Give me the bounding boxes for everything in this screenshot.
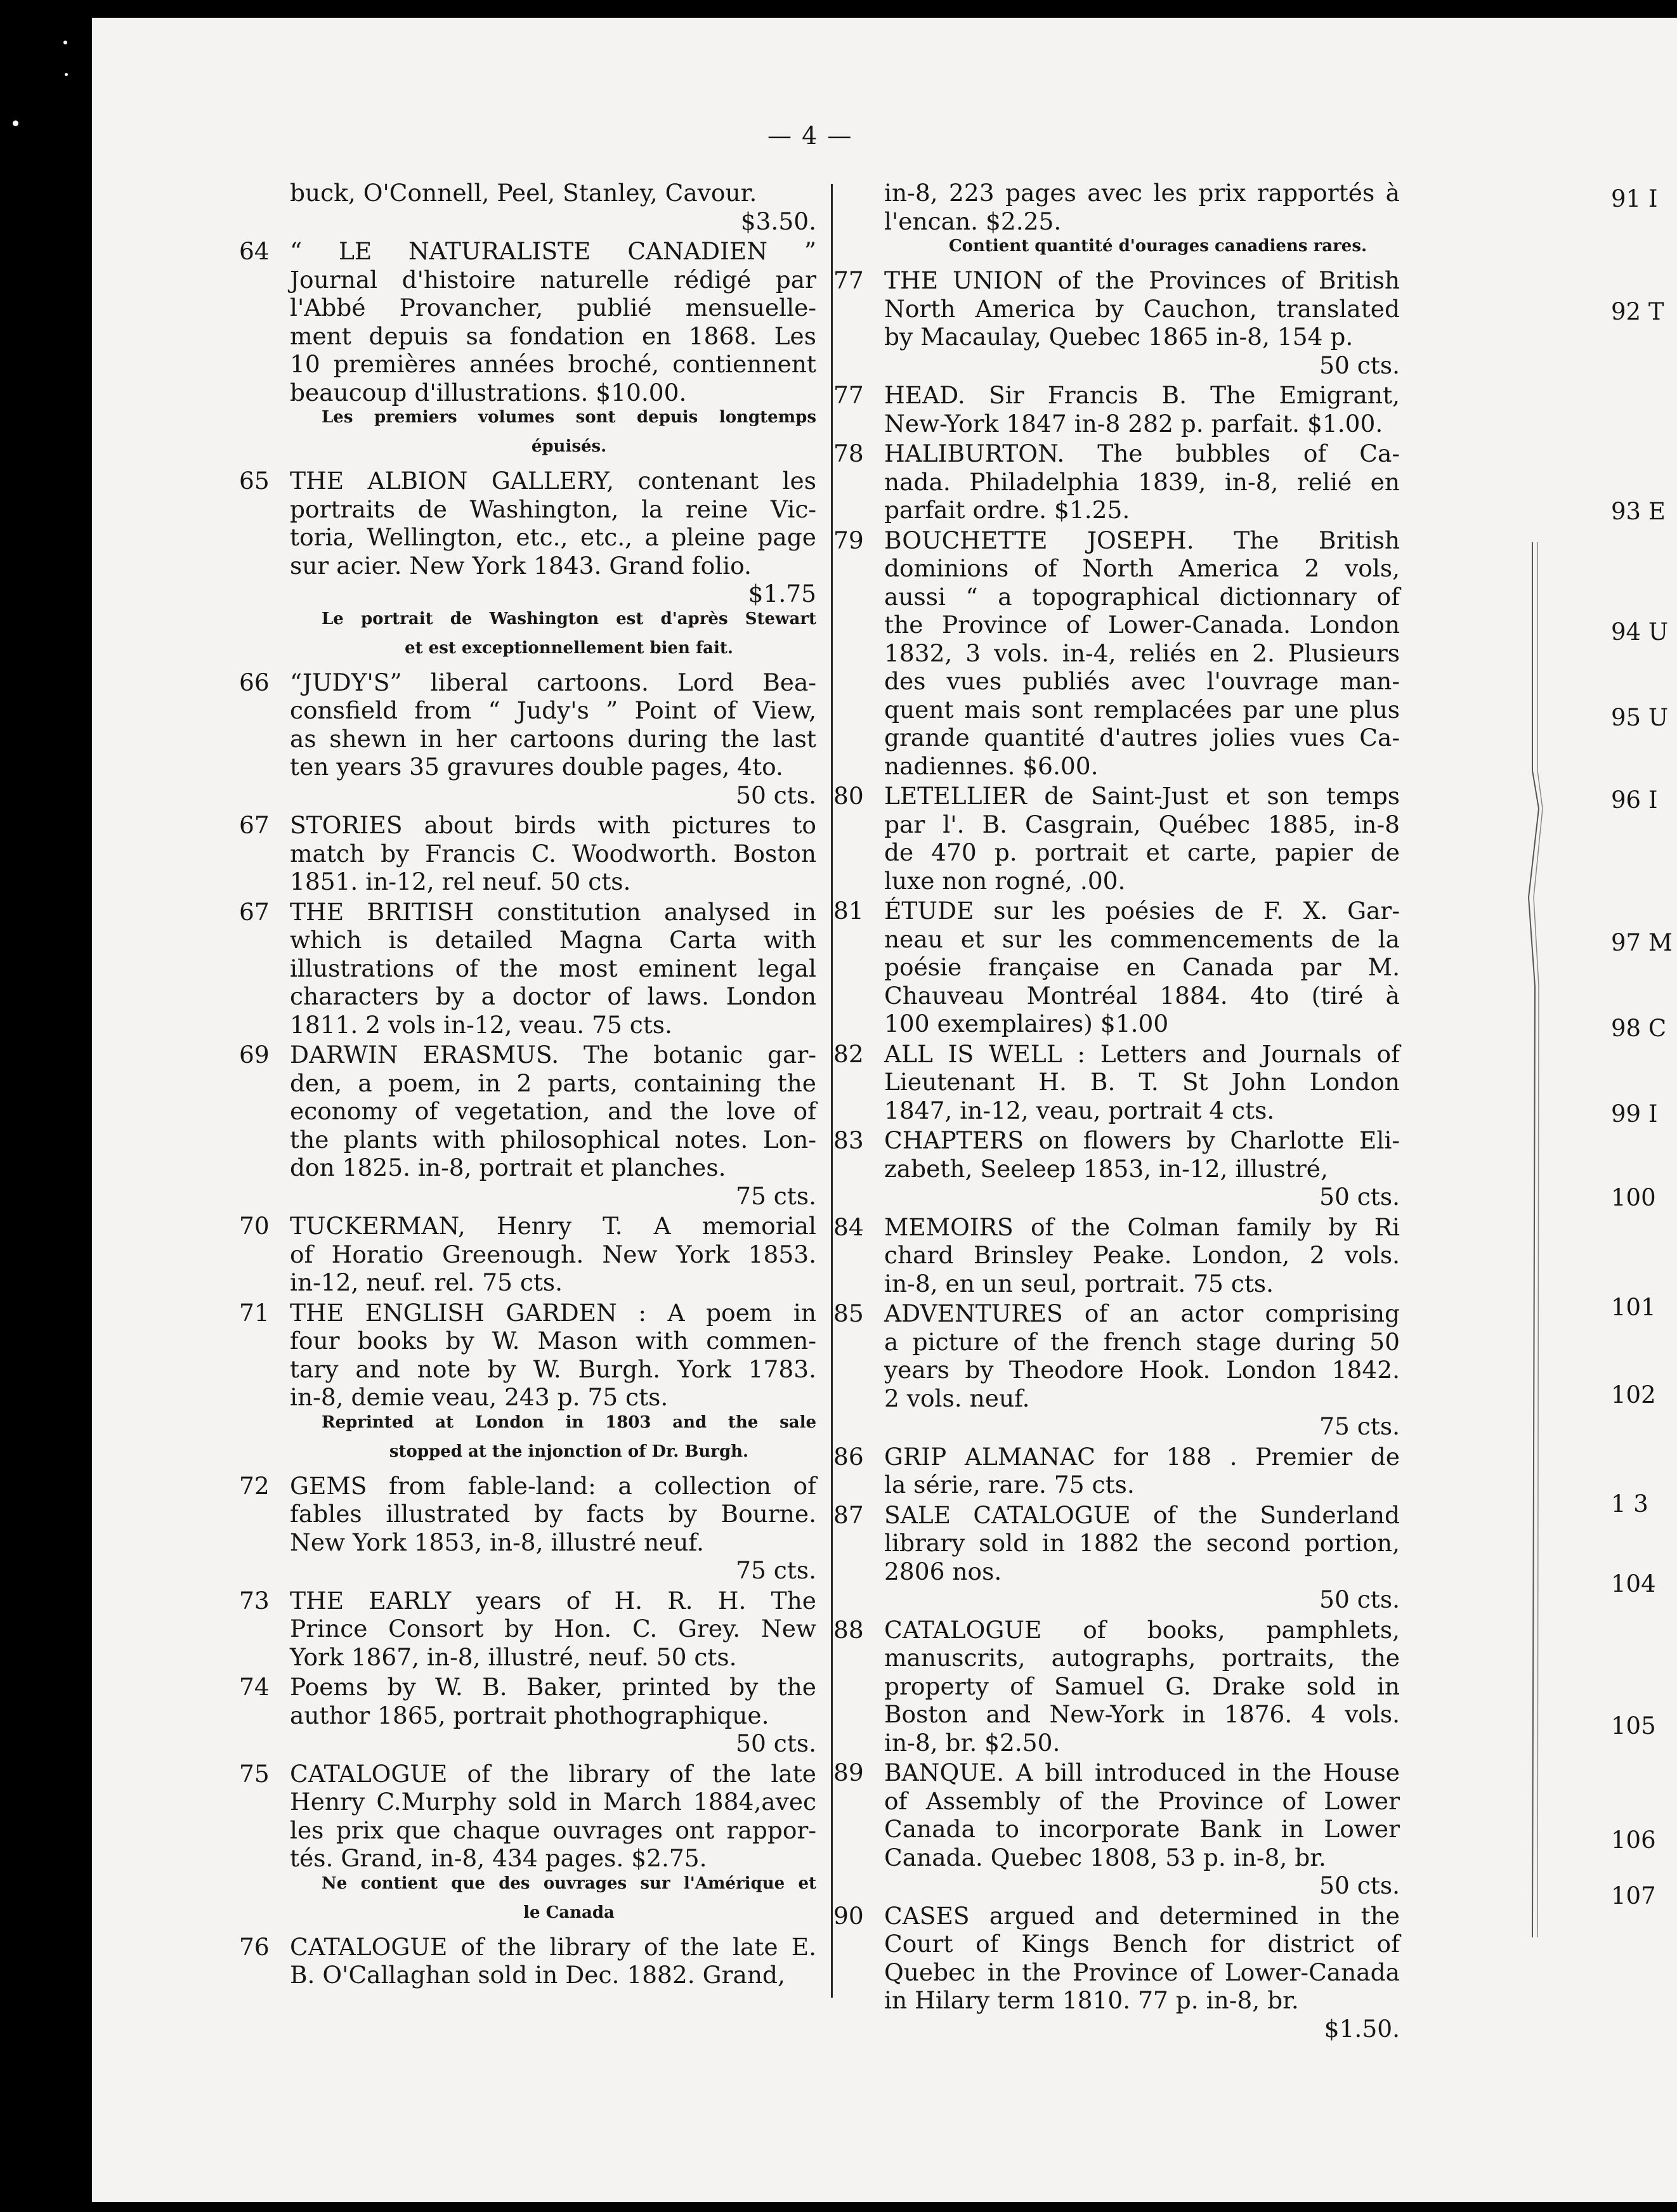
entry-number: 88 [833, 1615, 864, 1644]
catalogue-entry [833, 266, 1400, 379]
entry-text-line: beaucoup d'illustrations. $10.00. [290, 378, 687, 407]
entry-text-line: TUCKERMAN, Henry T. A memorial [290, 1212, 816, 1240]
catalogue-entry [833, 782, 1400, 895]
catalogue-entry [239, 1587, 816, 1672]
entry-text-line: Prince Consort by Hon. C. Grey. New [290, 1615, 816, 1643]
entry-price: $1.75 [748, 580, 816, 608]
entry-text-line: by Macaulay, Quebec 1865 in-8, 154 p. [884, 323, 1354, 351]
catalogue-entry [239, 237, 816, 465]
entry-text-line: New-York 1847 in-8 282 p. parfait. $1.00. [884, 409, 1383, 438]
entry-text-line: toria, Wellington, etc., etc., a pleine page [290, 523, 816, 551]
entry-text-line: of Assembly of the Province of Lower [884, 1786, 1400, 1815]
entry-note: Reprinted at London in 1803 and the sale [322, 1412, 816, 1432]
entry-text-line: luxe non rogné, .00. [884, 866, 1126, 895]
next-page-entry-number: 94 U [1611, 618, 1669, 646]
entry-text-line: ADVENTURES of an actor comprising [884, 1299, 1400, 1327]
entry-number: 83 [833, 1126, 864, 1154]
entry-number: 89 [833, 1759, 864, 1786]
next-page-entry-number: 98 C [1611, 1015, 1667, 1042]
catalogue-entry [239, 179, 816, 235]
entry-text-line: Henry C.Murphy sold in March 1884,avec [290, 1788, 816, 1816]
entry-text-line: North America by Cauchon, translated [884, 294, 1400, 323]
entry-number: 77 [833, 381, 864, 409]
entry-number: 81 [833, 897, 864, 925]
entry-text-line: ten years 35 gravures double pages, 4to. [290, 753, 783, 781]
entry-number: 67 [239, 897, 270, 926]
entry-text-line: THE UNION of the Provinces of British [884, 266, 1400, 294]
entry-number: 87 [833, 1500, 864, 1529]
scan-speck [13, 120, 18, 126]
entry-note: épuisés. [531, 437, 607, 456]
entry-text-line: DARWIN ERASMUS. The botanic gar- [290, 1041, 816, 1069]
entry-note: Le portrait de Washington est d'après Stewart [322, 609, 816, 628]
entry-number: 79 [833, 526, 864, 554]
entry-text-line: aussi “ a topographical dictionnary of [884, 582, 1400, 611]
entry-number: 86 [833, 1442, 864, 1471]
entry-price: $1.50. [1324, 2014, 1400, 2043]
entry-text-line: THE ALBION GALLERY, contenant les [290, 467, 816, 495]
entry-text-line: “ LE NATURALISTE CANADIEN ” [290, 237, 816, 265]
entry-text-line: par l'. B. Casgrain, Québec 1885, in-8 [884, 810, 1400, 838]
entry-text-line: fables illustrated by facts by Bourne. [290, 1500, 816, 1528]
entry-text-line: LETELLIER de Saint-Just et son temps [884, 782, 1400, 810]
entry-text-line: CHAPTERS on flowers by Charlotte Eli- [884, 1126, 1400, 1154]
next-page-entry-number: 105 [1611, 1712, 1656, 1740]
catalogue-entry [833, 1759, 1400, 1900]
entry-text-line: Court of Kings Bench for district of [884, 1930, 1400, 1958]
entry-text-line: a picture of the french stage during 50 [884, 1327, 1400, 1356]
entry-text-line: “JUDY'S” liberal cartoons. Lord Bea- [290, 668, 816, 696]
catalogue-entry [833, 439, 1400, 524]
entry-text-line: Canada. Quebec 1808, 53 p. in-8, br. [884, 1843, 1326, 1871]
entry-text-line: Canada to incorporate Bank in Lower [884, 1815, 1400, 1843]
next-page-entry-number: 101 [1611, 1294, 1656, 1321]
entry-text-line: Lieutenant H. B. T. St John London [884, 1068, 1400, 1096]
entry-text-line: in-12, neuf. rel. 75 cts. [290, 1268, 563, 1296]
entry-text-line: in-8, 223 pages avec les prix rapportés à [884, 179, 1400, 207]
entry-text-line: neau et sur les commencements de la [884, 925, 1400, 953]
entry-note: le Canada [523, 1903, 615, 1922]
entry-text-line: 1851. in-12, rel neuf. 50 cts. [290, 868, 631, 895]
entry-text-line: B. O'Callaghan sold in Dec. 1882. Grand, [290, 1961, 785, 1989]
entry-text-line: THE EARLY years of H. R. H. The [290, 1586, 816, 1615]
next-page-entry-number: 91 I [1611, 185, 1658, 212]
catalogue-entry [833, 179, 1400, 264]
entry-text-line: as shewn in her cartoons during the last [290, 724, 816, 753]
entry-text-line: sur acier. New York 1843. Grand folio. [290, 551, 752, 580]
entry-text-line: in-8, demie veau, 243 p. 75 cts. [290, 1383, 669, 1411]
entry-text-line: 2 vols. neuf. [884, 1384, 1030, 1412]
entry-text-line: 2806 nos. [884, 1557, 1002, 1585]
entry-note: et est exceptionnellement bien fait. [405, 638, 733, 658]
entry-price: 75 cts. [736, 1181, 816, 1210]
entry-text-line: manuscrits, autographs, portraits, the [884, 1644, 1400, 1672]
entry-price: 75 cts. [1319, 1412, 1400, 1440]
entry-text-line: HEAD. Sir Francis B. The Emigrant, [884, 381, 1400, 409]
entry-text-line: library sold in 1882 the second portion, [884, 1529, 1400, 1557]
entry-price: $3.50. [740, 207, 816, 235]
catalogue-entry [833, 1902, 1400, 2043]
entry-number: 73 [239, 1586, 270, 1615]
entry-number: 90 [833, 1901, 864, 1930]
entry-text-line: chard Brinsley Peake. London, 2 vols. [884, 1241, 1400, 1269]
catalogue-entry [239, 1299, 816, 1470]
next-page-entry-number: 95 U [1611, 704, 1669, 731]
catalogue-entry [833, 381, 1400, 438]
page-number: — 4 — [767, 122, 853, 150]
entry-text-line: de 470 p. portrait et carte, papier de [884, 838, 1400, 866]
entry-price: 50 cts. [736, 1729, 816, 1757]
entry-number: 84 [833, 1213, 864, 1241]
entry-text-line: les prix que chaque ouvrages ont rappor- [290, 1816, 816, 1844]
catalogue-entry [833, 897, 1400, 1038]
entry-text-line: quent mais sont remplacées par une plus [884, 695, 1400, 724]
catalogue-entry [239, 1673, 816, 1758]
entry-text-line: Quebec in the Province of Lower-Canada [884, 1958, 1400, 1986]
entry-number: 75 [239, 1759, 270, 1788]
catalogue-entry [239, 1472, 816, 1585]
entry-text-line: four books by W. Mason with commen- [290, 1327, 816, 1355]
entry-text-line: in Hilary term 1810. 77 p. in-8, br. [884, 1986, 1299, 2014]
entry-price: 50 cts. [1319, 351, 1400, 379]
catalogue-entry [239, 1041, 816, 1210]
next-page-entry-number: 102 [1611, 1381, 1656, 1409]
entry-number: 66 [239, 668, 270, 696]
entry-number: 82 [833, 1039, 864, 1068]
entry-price: 75 cts. [736, 1556, 816, 1584]
entry-number: 76 [239, 1932, 270, 1961]
next-page-entry-number: 107 [1611, 1882, 1656, 1909]
entry-text-line: Poems by W. B. Baker, printed by the [290, 1673, 816, 1701]
entry-text-line: New York 1853, in-8, illustré neuf. [290, 1528, 704, 1556]
entry-text-line: la série, rare. 75 cts. [884, 1471, 1135, 1499]
entry-text-line: consfield from “ Judy's ” Point of View, [290, 696, 816, 724]
entry-number: 74 [239, 1673, 270, 1701]
entry-text-line: zabeth, Seeleep 1853, in-12, illustré, [884, 1154, 1328, 1183]
entry-text-line: which is detailed Magna Carta with [290, 926, 816, 954]
entry-text-line: don 1825. in-8, portrait et planches. [290, 1154, 726, 1181]
catalogue-entry [239, 668, 816, 810]
column-rule [831, 184, 833, 1998]
entry-note: Contient quantité d'ourages canadiens rares. [948, 237, 1367, 256]
entry-text-line: characters by a doctor of laws. London [290, 982, 816, 1010]
entry-text-line: parfait ordre. $1.25. [884, 496, 1130, 524]
entry-note: Les premiers volumes sont depuis longtemps [322, 408, 816, 427]
entry-text-line: THE BRITISH constitution analysed in [290, 897, 816, 926]
entry-text-line: l'Abbé Provancher, publié mensuelle- [290, 294, 816, 322]
entry-number: 65 [239, 467, 270, 495]
catalogue-entry [833, 1040, 1400, 1125]
left-column [239, 179, 816, 1991]
entry-text-line: CATALOGUE of the library of the late E. [290, 1932, 816, 1961]
catalogue-entry [239, 1760, 816, 1931]
entry-text-line: CASES argued and determined in the [884, 1901, 1400, 1930]
entry-number: 70 [239, 1212, 270, 1240]
entry-text-line: Chauveau Montréal 1884. 4to (tiré à [884, 981, 1400, 1010]
entry-text-line: nada. Philadelphia 1839, in-8, relié en [884, 467, 1400, 496]
next-page-entry-number: 96 I [1611, 786, 1658, 814]
entry-text-line: Boston and New-York in 1876. 4 vols. [884, 1700, 1400, 1728]
entry-text-line: portraits de Washington, la reine Vic- [290, 495, 816, 523]
catalogue-entry [239, 898, 816, 1039]
entry-note: Ne contient que des ouvrages sur l'Amérique et [322, 1873, 816, 1893]
entry-text-line: STORIES about birds with pictures to [290, 811, 816, 839]
entry-text-line: ALL IS WELL : Letters and Journals of [884, 1039, 1400, 1068]
entry-text-line: BANQUE. A bill introduced in the House [884, 1759, 1400, 1786]
next-page-entry-number: 97 M [1611, 929, 1673, 956]
entry-text-line: match by Francis C. Woodworth. Boston [290, 839, 816, 868]
catalogue-entry [833, 1443, 1400, 1499]
catalogue-entry [833, 526, 1400, 781]
entry-text-line: economy of vegetation, and the love of [290, 1097, 816, 1125]
catalogue-entry [833, 1501, 1400, 1614]
entry-number: 85 [833, 1299, 864, 1327]
entry-text-line: years by Theodore Hook. London 1842. [884, 1356, 1400, 1384]
entry-number: 72 [239, 1471, 270, 1500]
entry-text-line: 1811. 2 vols in-12, veau. 75 cts. [290, 1010, 672, 1039]
entry-number: 69 [239, 1041, 270, 1069]
entry-number: 78 [833, 439, 864, 467]
entry-text-line: in-8, en un seul, portrait. 75 cts. [884, 1269, 1274, 1298]
entry-text-line: GEMS from fable-land: a collection of [290, 1471, 816, 1500]
entry-text-line: ment depuis sa fondation en 1868. Les [290, 322, 816, 350]
next-page-entry-number: 99 I [1611, 1100, 1658, 1128]
entry-text-line: tary and note by W. Burgh. York 1783. [290, 1355, 816, 1383]
entry-text-line: the Province of Lower-Canada. London [884, 611, 1400, 639]
right-column [833, 179, 1400, 2045]
scan-speck [65, 73, 68, 76]
entry-text-line: tés. Grand, in-8, 434 pages. $2.75. [290, 1844, 707, 1872]
entry-text-line: 1832, 3 vols. in-4, reliés en 2. Plusieurs [884, 639, 1400, 667]
entry-number: 71 [239, 1298, 270, 1327]
entry-text-line: CATALOGUE of books, pamphlets, [884, 1615, 1400, 1644]
next-page-entry-number: 93 E [1611, 498, 1666, 525]
entry-number: 67 [239, 811, 270, 839]
next-page-entry-number: 92 T [1611, 298, 1664, 325]
entry-text-line: HALIBURTON. The bubbles of Ca- [884, 439, 1400, 467]
entry-text-line: CATALOGUE of the library of the late [290, 1759, 816, 1788]
entry-text-line: the plants with philosophical notes. Lon- [290, 1125, 816, 1154]
entry-text-line: dominions of North America 2 vols, [884, 554, 1400, 582]
entry-text-line: THE ENGLISH GARDEN : A poem in [290, 1298, 816, 1327]
entry-price: 50 cts. [736, 781, 816, 809]
entry-text-line: 10 premières années broché, contiennent [290, 350, 816, 378]
next-page-entry-number: 100 [1611, 1184, 1656, 1211]
entry-text-line: ÉTUDE sur les poésies de F. X. Gar- [884, 897, 1400, 925]
page-fold-mark [1520, 542, 1545, 1937]
entry-text-line: 1847, in-12, veau, portrait 4 cts. [884, 1096, 1275, 1124]
entry-text-line: MEMOIRS of the Colman family by Ri [884, 1213, 1400, 1241]
entry-text-line: illustrations of the most eminent legal [290, 954, 816, 982]
entry-price: 50 cts. [1319, 1585, 1400, 1613]
catalogue-entry [239, 1212, 816, 1297]
catalogue-entry [833, 1616, 1400, 1757]
next-page-entry-number: 1 3 [1611, 1490, 1648, 1518]
entry-note: stopped at the injonction of Dr. Burgh. [389, 1441, 749, 1461]
next-page-entry-number: 106 [1611, 1826, 1656, 1854]
entry-text-line: den, a poem, in 2 parts, containing the [290, 1069, 816, 1097]
entry-number: 77 [833, 266, 864, 294]
entry-text-line: of Horatio Greenough. New York 1853. [290, 1240, 816, 1268]
entry-text-line: SALE CATALOGUE of the Sunderland [884, 1500, 1400, 1529]
entry-text-line: 100 exemplaires) $1.00 [884, 1010, 1169, 1038]
catalogue-entry [833, 1299, 1400, 1441]
entry-text-line: poésie française en Canada par M. [884, 953, 1400, 981]
entry-text-line: author 1865, portrait phothographique. [290, 1701, 769, 1729]
catalogue-entry [239, 467, 816, 667]
entry-text-line: GRIP ALMANAC for 188 . Premier de [884, 1442, 1400, 1471]
entry-price: 50 cts. [1319, 1183, 1400, 1211]
entry-text-line: in-8, br. $2.50. [884, 1728, 1060, 1757]
entry-text-line: Journal d'histoire naturelle rédigé par [290, 265, 816, 294]
catalogue-entry [833, 1126, 1400, 1211]
entry-text-line: l'encan. $2.25. [884, 207, 1062, 235]
catalogue-entry [239, 811, 816, 896]
scan-speck [63, 41, 67, 44]
next-page-entry-number: 104 [1611, 1570, 1656, 1597]
entry-text-line: buck, O'Connell, Peel, Stanley, Cavour. [290, 179, 757, 207]
entry-number: 64 [239, 237, 270, 265]
entry-text-line: BOUCHETTE JOSEPH. The British [884, 526, 1400, 554]
catalogue-entry [239, 1933, 816, 1989]
entry-text-line: des vues publiés avec l'ouvrage man- [884, 667, 1400, 695]
entry-text-line: property of Samuel G. Drake sold in [884, 1672, 1400, 1700]
entry-price: 50 cts. [1319, 1871, 1400, 1899]
entry-text-line: nadiennes. $6.00. [884, 751, 1099, 780]
entry-text-line: grande quantité d'autres jolies vues Ca- [884, 724, 1400, 751]
entry-number: 80 [833, 782, 864, 810]
catalogue-entry [833, 1213, 1400, 1298]
entry-text-line: York 1867, in-8, illustré, neuf. 50 cts. [290, 1643, 737, 1671]
